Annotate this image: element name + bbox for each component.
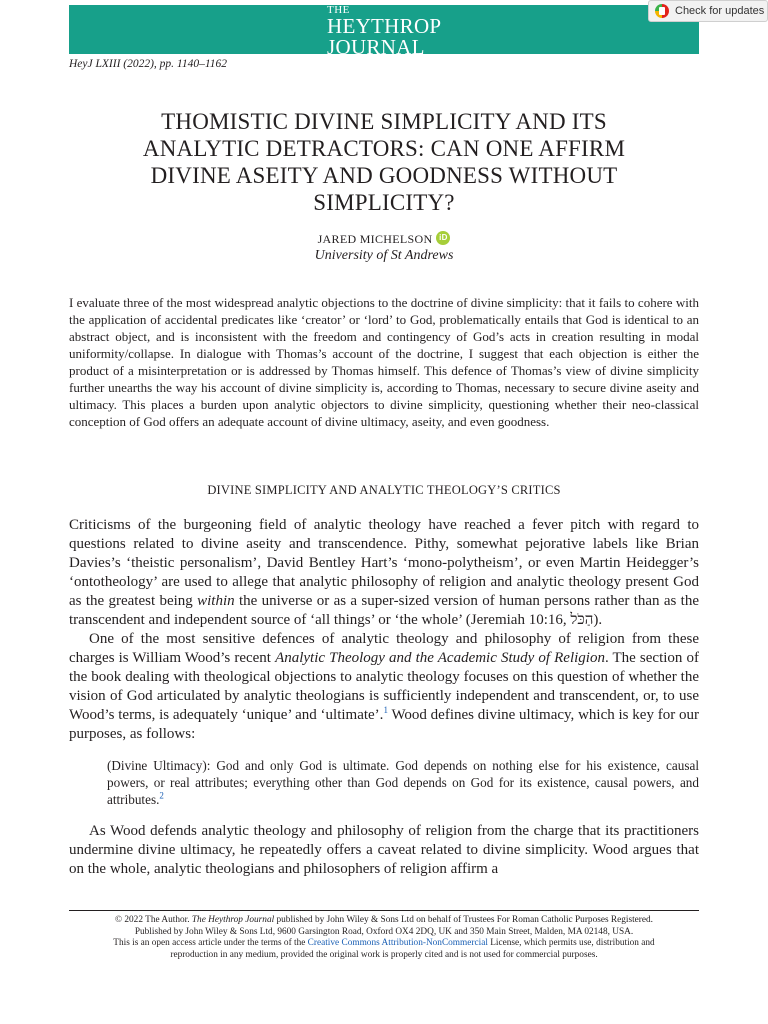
footer-line: Published by John Wiley & Sons Ltd, 9600 Garsington Road, Oxford OX4 2DQ, UK and 350 Main Street, Malden, MA 02148, USA. xyxy=(134,926,634,937)
emphasis: within xyxy=(197,593,235,609)
logo-the: THE xyxy=(327,4,350,16)
abstract: I evaluate three of the most widespread analytic objections to the doctrine of divine simplicity: that it fails to cohere with the application of accidental predicates like ‘creator’ or ‘lord’ to God, problematically entails that God is identical to an abstract object, and is inconsistent with the freedom and contingency of God’s acts in creation resulting in modal uniformity/collapse. In dialogue with Thomas’s account of the doctrine, I suggest that each objection is either the product of a misinterpretation or is addressed by Thomas himself. This defence of Thomas’s view of divine simplicity further unearths the way his account of divine simplicity is, according to Thomas, necessary to secure divine aseity and ultimacy. This places a burden upon analytic objectors to divine simplicity, questioning whether their neo-classical conception of God offers an adequate account of divine ultimacy, aseity, and even goodness. xyxy=(69,295,699,429)
footnote-link-1[interactable]: 1 xyxy=(383,705,388,715)
footer-divider xyxy=(69,910,699,911)
orcid-icon[interactable]: iD xyxy=(436,231,450,245)
crossmark-icon xyxy=(655,4,669,18)
paragraph: As Wood defends analytic theology and philosophy of religion from the charge that its practitioners undermine divine ultimacy, he repeatedly offers a caveat related to divine simplicity. Wood argues that on the whole, analytic theologians and philosophers of religion affirm a xyxy=(69,823,699,877)
text-run: published by John Wiley & Sons Ltd on behalf of Trustees For Roman Catholic Purposes Registered. xyxy=(274,915,653,925)
book-title: Analytic Theology and the Academic Study of Religion xyxy=(275,650,605,666)
title-line: THOMISTIC DIVINE SIMPLICITY AND ITS xyxy=(161,109,607,134)
footer-line xyxy=(69,938,699,950)
license-link[interactable]: Creative Commons Attribution-NonCommercial xyxy=(307,938,488,949)
article-body xyxy=(69,516,699,879)
paragraph xyxy=(69,630,699,744)
text-run: Criticisms of the burgeoning field of analytic theology have reached a fever pitch with regard to questions related to divine aseity and transcendence. Pithy, somewhat pejorative labels like Brian Davies’s ‘theistic personalism’, David Bentley Hart’s ‘mono-polytheism’, or even Martin Heidegger’s ‘ontotheology’ are used to allege that analytic philosophy of religion and analytic theology present God as the greatest being xyxy=(69,517,699,609)
text-run: One of the most sensitive defences of analytic theology and philosophy of religion from these charges is William Wood’s recent xyxy=(69,631,699,666)
footer-line: reproduction in any medium, provided the original work is properly cited and is not used for commercial purposes. xyxy=(170,949,598,960)
block-quote xyxy=(107,757,699,808)
copyright-footer xyxy=(69,915,699,961)
quote-text: (Divine Ultimacy): God and only God is ultimate. God depends on nothing else for his existence, causal powers, or real attributes; everything other than God depends on God for its existence, causal powers, and attributes. xyxy=(107,758,699,807)
text-run: Wood defines divine ultimacy, which is key for our purposes, as follows: xyxy=(69,707,700,742)
author-line xyxy=(69,232,699,247)
article-title xyxy=(69,108,699,216)
text-run: . The section of the book dealing with theological objections to analytic theology focuses on this question of whether the vision of God articulated by analytic theologians is sufficiently independent and transcendent, or, to use Wood’s terms, is adequately ‘unique’ and ‘ultimate’. xyxy=(69,650,699,723)
check-for-updates-button[interactable] xyxy=(648,0,768,22)
title-line: DIVINE ASEITY AND GOODNESS WITHOUT xyxy=(150,163,618,188)
text-run: © 2022 The Author. xyxy=(115,915,192,925)
journal-name: The Heythrop Journal xyxy=(191,915,275,925)
author-name[interactable]: JARED MICHELSON xyxy=(317,232,433,246)
title-line: SIMPLICITY? xyxy=(313,190,455,215)
text-run: This is an open access article under the terms of the xyxy=(113,938,308,949)
footer-line xyxy=(69,915,699,927)
journal-logo[interactable] xyxy=(327,5,487,58)
author-affiliation: University of St Andrews xyxy=(314,248,454,263)
text-run: the universe or as a super-sized version of human persons rather than as the transcendent and independent source of ‘all things’ or ‘the whole’ (Jeremiah 10:16, הַכֹּל). xyxy=(69,593,700,628)
logo-name-2: JOURNAL xyxy=(327,35,425,59)
title-line: ANALYTIC DETRACTORS: CAN ONE AFFIRM xyxy=(142,136,626,161)
logo-name: HEYTHROP xyxy=(327,14,442,38)
section-heading: DIVINE SIMPLICITY AND ANALYTIC THEOLOGY’S CRITICS xyxy=(207,483,561,497)
journal-citation: HeyJ LXIII (2022), pp. 1140–1162 xyxy=(69,58,227,70)
journal-banner xyxy=(69,4,699,59)
text-run: License, which permits use, distribution and xyxy=(487,938,655,949)
footnote-link-2[interactable]: 2 xyxy=(159,790,164,801)
check-for-updates-label: Check for updates xyxy=(675,5,765,17)
paragraph xyxy=(69,516,699,630)
